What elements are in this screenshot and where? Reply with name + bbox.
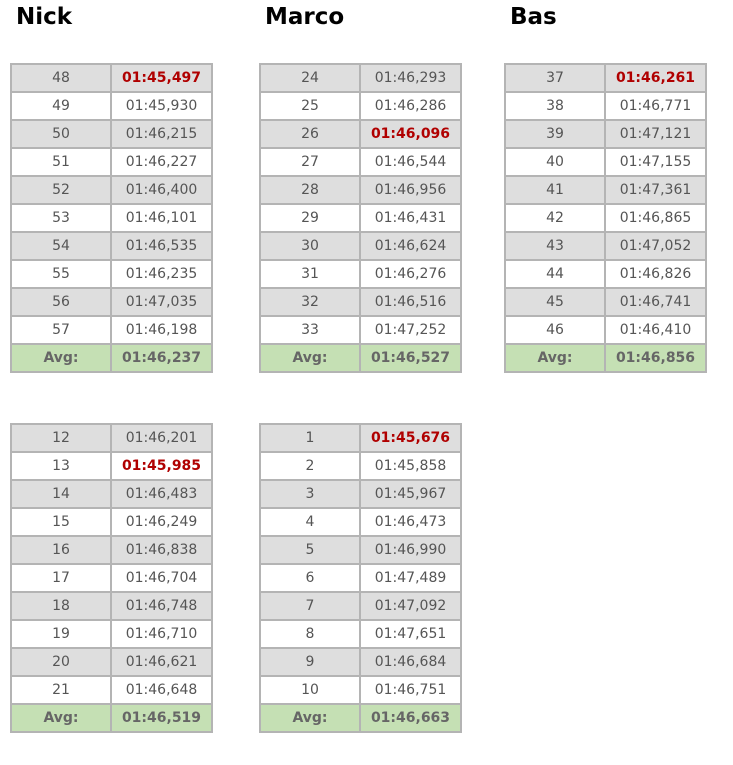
lap-number: 51	[11, 148, 111, 176]
lap-time: 01:47,489	[360, 564, 461, 592]
lap-number: 24	[260, 64, 360, 92]
lap-number: 56	[11, 288, 111, 316]
table-row	[260, 204, 461, 232]
lap-time: 01:46,956	[360, 176, 461, 204]
lap-time: 01:46,215	[111, 120, 212, 148]
lap-time: 01:46,741	[605, 288, 706, 316]
lap-table-nick-1	[10, 63, 213, 373]
lap-time: 01:46,293	[360, 64, 461, 92]
average-row	[260, 344, 461, 372]
table-row	[505, 64, 706, 92]
lap-number: 17	[11, 564, 111, 592]
table-row	[260, 508, 461, 536]
table-row	[11, 676, 212, 704]
table-row	[11, 424, 212, 452]
table-row	[11, 648, 212, 676]
lap-number: 41	[505, 176, 605, 204]
lap-time: 01:46,826	[605, 260, 706, 288]
lap-time: 01:46,235	[111, 260, 212, 288]
lap-time: 01:46,648	[111, 676, 212, 704]
heading-nick: Nick	[16, 4, 73, 30]
lap-number: 30	[260, 232, 360, 260]
table-row	[11, 204, 212, 232]
lap-number: 55	[11, 260, 111, 288]
table-row	[260, 260, 461, 288]
table-row	[260, 676, 461, 704]
lap-time: 01:46,751	[360, 676, 461, 704]
table-row	[260, 452, 461, 480]
lap-time: 01:46,624	[360, 232, 461, 260]
lap-table-marco-1	[259, 63, 462, 373]
lap-time: 01:46,771	[605, 92, 706, 120]
lap-time: 01:47,052	[605, 232, 706, 260]
table-row	[505, 316, 706, 344]
lap-number: 3	[260, 480, 360, 508]
lap-time: 01:46,516	[360, 288, 461, 316]
lap-number: 28	[260, 176, 360, 204]
table-row	[260, 424, 461, 452]
table-row	[260, 64, 461, 92]
table-row	[11, 564, 212, 592]
lap-time: 01:46,410	[605, 316, 706, 344]
lap-number: 32	[260, 288, 360, 316]
lap-number: 7	[260, 592, 360, 620]
lap-number: 13	[11, 452, 111, 480]
lap-number: 42	[505, 204, 605, 232]
table-row	[260, 592, 461, 620]
lap-number: 39	[505, 120, 605, 148]
average-row	[505, 344, 706, 372]
table-row	[260, 316, 461, 344]
table-row	[11, 92, 212, 120]
heading-bas: Bas	[510, 4, 557, 30]
lap-number: 19	[11, 620, 111, 648]
lap-number: 57	[11, 316, 111, 344]
lap-time: 01:47,092	[360, 592, 461, 620]
table-row	[260, 648, 461, 676]
lap-number: 8	[260, 620, 360, 648]
table-row	[260, 536, 461, 564]
lap-time: 01:46,544	[360, 148, 461, 176]
table-row	[260, 120, 461, 148]
lap-time: 01:46,535	[111, 232, 212, 260]
lap-number: 4	[260, 508, 360, 536]
lap-number: 44	[505, 260, 605, 288]
lap-time: 01:47,252	[360, 316, 461, 344]
lap-time: 01:46,431	[360, 204, 461, 232]
lap-number: 18	[11, 592, 111, 620]
table-row	[260, 564, 461, 592]
table-row	[505, 148, 706, 176]
lap-number: 12	[11, 424, 111, 452]
lap-time: 01:46,400	[111, 176, 212, 204]
table-row	[505, 92, 706, 120]
lap-number: 26	[260, 120, 360, 148]
best-lap-time: 01:45,985	[111, 452, 212, 480]
lap-number: 15	[11, 508, 111, 536]
table-row	[505, 288, 706, 316]
lap-number: 48	[11, 64, 111, 92]
average-label: Avg:	[11, 344, 111, 372]
lap-number: 10	[260, 676, 360, 704]
best-lap-time: 01:46,096	[360, 120, 461, 148]
lap-time: 01:47,361	[605, 176, 706, 204]
lap-time: 01:47,651	[360, 620, 461, 648]
table-row	[11, 452, 212, 480]
lap-number: 21	[11, 676, 111, 704]
heading-marco: Marco	[265, 4, 345, 30]
lap-number: 38	[505, 92, 605, 120]
average-time: 01:46,519	[111, 704, 212, 732]
average-label: Avg:	[260, 704, 360, 732]
average-label: Avg:	[11, 704, 111, 732]
table-row	[11, 64, 212, 92]
table-row	[260, 620, 461, 648]
lap-time: 01:47,121	[605, 120, 706, 148]
lap-number: 52	[11, 176, 111, 204]
lap-time: 01:45,967	[360, 480, 461, 508]
best-lap-time: 01:45,676	[360, 424, 461, 452]
table-row	[11, 620, 212, 648]
lap-number: 25	[260, 92, 360, 120]
lap-number: 6	[260, 564, 360, 592]
lap-number: 54	[11, 232, 111, 260]
table-row	[11, 316, 212, 344]
lap-time: 01:46,483	[111, 480, 212, 508]
lap-number: 40	[505, 148, 605, 176]
table-row	[505, 176, 706, 204]
table-row	[505, 232, 706, 260]
best-lap-time: 01:46,261	[605, 64, 706, 92]
lap-number: 50	[11, 120, 111, 148]
lap-time: 01:46,684	[360, 648, 461, 676]
lap-time: 01:45,930	[111, 92, 212, 120]
best-lap-time: 01:45,497	[111, 64, 212, 92]
lap-number: 14	[11, 480, 111, 508]
average-time: 01:46,856	[605, 344, 706, 372]
lap-number: 2	[260, 452, 360, 480]
lap-time: 01:46,276	[360, 260, 461, 288]
average-row	[260, 704, 461, 732]
table-row	[260, 288, 461, 316]
lap-number: 1	[260, 424, 360, 452]
lap-time: 01:46,748	[111, 592, 212, 620]
average-time: 01:46,527	[360, 344, 461, 372]
table-row	[11, 260, 212, 288]
lap-table-nick-2	[10, 423, 213, 733]
table-row	[11, 288, 212, 316]
lap-number: 9	[260, 648, 360, 676]
table-row	[260, 480, 461, 508]
lap-time: 01:46,201	[111, 424, 212, 452]
table-row	[11, 176, 212, 204]
table-row	[505, 120, 706, 148]
lap-number: 49	[11, 92, 111, 120]
lap-time: 01:47,035	[111, 288, 212, 316]
lap-number: 53	[11, 204, 111, 232]
lap-number: 45	[505, 288, 605, 316]
lap-time: 01:46,473	[360, 508, 461, 536]
average-row	[11, 704, 212, 732]
lap-time: 01:46,621	[111, 648, 212, 676]
table-row	[260, 176, 461, 204]
table-row	[260, 148, 461, 176]
lap-number: 33	[260, 316, 360, 344]
lap-number: 27	[260, 148, 360, 176]
lap-number: 31	[260, 260, 360, 288]
lap-number: 46	[505, 316, 605, 344]
lap-number: 29	[260, 204, 360, 232]
lap-table-marco-2	[259, 423, 462, 733]
lap-time: 01:46,198	[111, 316, 212, 344]
table-row	[11, 232, 212, 260]
lap-time: 01:46,710	[111, 620, 212, 648]
average-label: Avg:	[505, 344, 605, 372]
table-row	[11, 480, 212, 508]
lap-time: 01:46,865	[605, 204, 706, 232]
average-time: 01:46,663	[360, 704, 461, 732]
lap-number: 37	[505, 64, 605, 92]
lap-time: 01:46,704	[111, 564, 212, 592]
lap-time: 01:46,227	[111, 148, 212, 176]
lap-time: 01:46,286	[360, 92, 461, 120]
table-row	[260, 92, 461, 120]
average-time: 01:46,237	[111, 344, 212, 372]
table-row	[11, 536, 212, 564]
table-row	[505, 260, 706, 288]
table-row	[11, 592, 212, 620]
lap-table-bas-1	[504, 63, 707, 373]
table-row	[11, 148, 212, 176]
table-row	[11, 120, 212, 148]
lap-number: 20	[11, 648, 111, 676]
lap-number: 43	[505, 232, 605, 260]
lap-number: 16	[11, 536, 111, 564]
table-row	[11, 508, 212, 536]
lap-time: 01:46,990	[360, 536, 461, 564]
average-row	[11, 344, 212, 372]
lap-time: 01:46,249	[111, 508, 212, 536]
lap-time: 01:45,858	[360, 452, 461, 480]
average-label: Avg:	[260, 344, 360, 372]
lap-number: 5	[260, 536, 360, 564]
lap-time: 01:47,155	[605, 148, 706, 176]
lap-time: 01:46,101	[111, 204, 212, 232]
table-row	[260, 232, 461, 260]
lap-time: 01:46,838	[111, 536, 212, 564]
table-row	[505, 204, 706, 232]
